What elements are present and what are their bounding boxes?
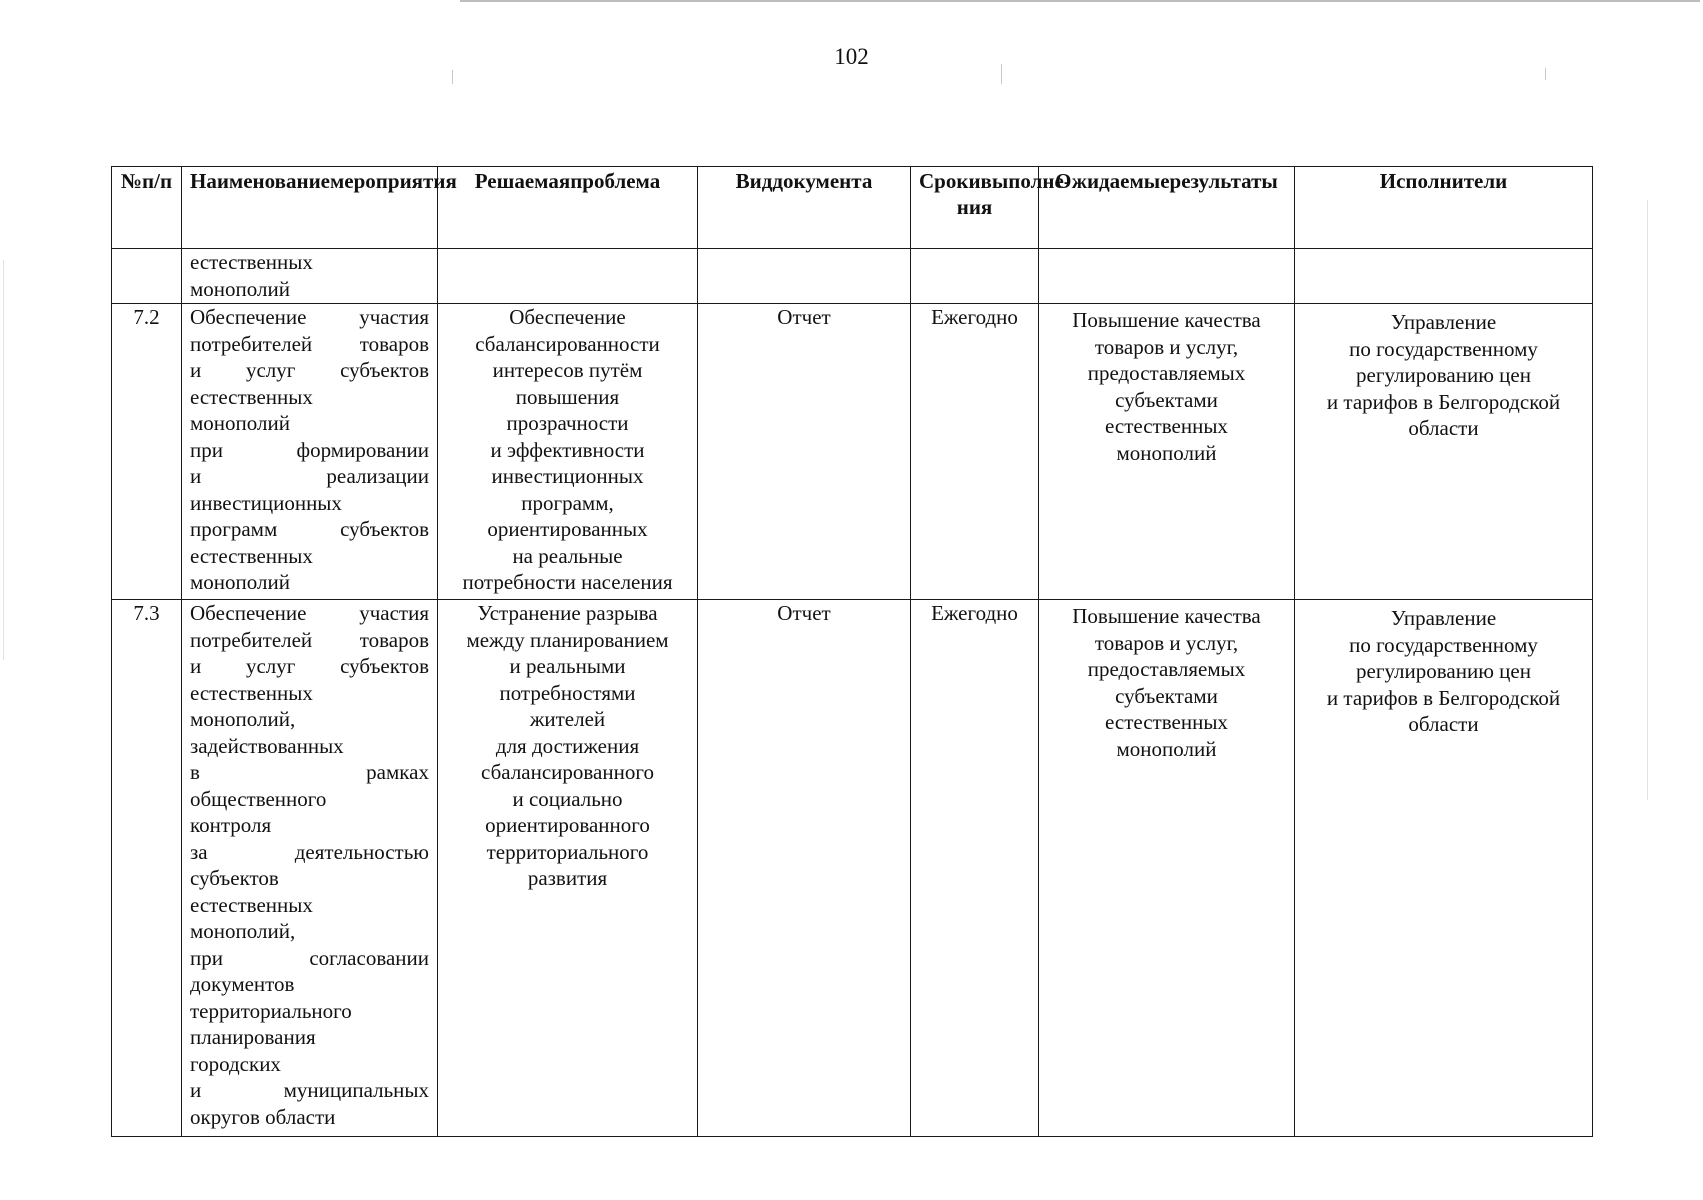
- measure-name-line: Обеспечение участия: [190, 305, 429, 329]
- text-line: Исполнители: [1379, 169, 1508, 193]
- text-line: Управление: [1390, 606, 1497, 630]
- measure-name: [182, 600, 438, 1137]
- scan-edge-line: [460, 0, 1700, 2]
- measure-name-line: естественных: [190, 680, 313, 705]
- text-line: по государственному: [1349, 336, 1538, 361]
- measure-name-line: потребителей товаров: [190, 331, 429, 356]
- measures-table: [111, 166, 1593, 1137]
- measure-name-line: при формировании: [190, 437, 429, 462]
- text-line: повышения: [515, 384, 620, 409]
- measure-name-line: монополий: [190, 276, 290, 301]
- text-line: между планированием: [466, 627, 669, 652]
- measure-name-line: и услуг субъектов: [190, 654, 429, 678]
- text-line: Вид: [735, 169, 773, 193]
- text-line: Сроки: [919, 169, 981, 193]
- measure-name-line: естественных: [190, 384, 313, 409]
- text-line: Решаемая: [474, 169, 571, 193]
- text-line: и тарифов в Белгородской: [1326, 685, 1561, 710]
- deadline: Ежегодно: [911, 304, 1039, 600]
- problem: [438, 600, 698, 1137]
- executors: [1295, 304, 1593, 600]
- table-row: [112, 600, 1593, 1137]
- header-expected-results: [1039, 167, 1295, 249]
- text-line: регулированию цен: [1356, 363, 1531, 387]
- header-problem: [438, 167, 698, 249]
- text-line: Наименование: [190, 169, 330, 193]
- measure-name-line: монополий: [190, 411, 290, 435]
- table-row: [112, 249, 1593, 304]
- header-document-type: [698, 167, 911, 249]
- text-line: естественных: [1105, 414, 1228, 438]
- header-measure-name: [182, 167, 457, 249]
- deadline: Ежегодно: [911, 600, 1039, 1137]
- text-line: Управление: [1390, 310, 1497, 334]
- expected-results: [1039, 249, 1295, 304]
- text-line: развития: [527, 866, 608, 890]
- text-line: п/п: [142, 169, 173, 193]
- text-line: регулированию цен: [1356, 659, 1531, 683]
- document-type: Отчет: [698, 600, 911, 1137]
- measure-name-line: программ субъектов: [190, 517, 429, 541]
- text-line: предоставляемых: [1087, 361, 1246, 385]
- measure-name-line: в рамках: [190, 760, 429, 784]
- text-line: жителей: [529, 707, 606, 731]
- text-line: территориального: [486, 839, 649, 864]
- text-line: результаты: [1169, 169, 1278, 193]
- measure-name-line: монополий,: [190, 919, 296, 943]
- text-line: Обеспечение: [509, 305, 626, 329]
- scan-speck: [1001, 64, 1002, 84]
- measure-name-line: и муниципальных: [190, 1078, 429, 1102]
- expected-results: [1039, 600, 1295, 1137]
- text-line: Ожидаемые: [1055, 169, 1170, 193]
- text-line: Повышение качества: [1072, 308, 1261, 332]
- text-line: предоставляемых: [1087, 657, 1246, 681]
- text-line: инвестиционных: [491, 464, 644, 488]
- text-line: №: [120, 169, 143, 193]
- text-line: программ,: [521, 490, 614, 515]
- text-line: на реальные: [512, 543, 623, 568]
- measure-name-line: округов области: [190, 1104, 336, 1129]
- table-row: [112, 304, 1593, 600]
- document-type: [698, 249, 911, 304]
- measure-name-line: инвестиционных: [190, 490, 342, 515]
- text-line: интересов путём: [492, 358, 643, 382]
- text-line: документа: [772, 169, 873, 193]
- measure-name-line: естественных: [190, 892, 313, 917]
- text-line: проблема: [570, 169, 661, 193]
- text-line: монополий: [1116, 736, 1217, 761]
- text-line: товаров и услуг,: [1094, 630, 1239, 655]
- text-line: ния: [956, 195, 993, 219]
- header-deadline: [911, 167, 1071, 249]
- measure-name: [182, 304, 438, 600]
- measure-name-line: при согласовании: [190, 945, 429, 970]
- measure-name-line: и услуг субъектов: [190, 358, 429, 382]
- page-number: 102: [834, 44, 869, 69]
- row-number: 7.3: [112, 600, 182, 1137]
- text-line: области: [1408, 416, 1479, 440]
- text-line: естественных: [1105, 710, 1228, 734]
- measure-name-line: задействованных: [190, 733, 344, 758]
- text-line: ориентированного: [485, 813, 650, 837]
- document-type: Отчет: [698, 304, 911, 600]
- measure-name-line: монополий,: [190, 707, 296, 731]
- measure-name-line: планирования: [190, 1025, 316, 1049]
- text-line: и реальными: [509, 654, 626, 678]
- problem: [438, 249, 698, 304]
- text-line: Повышение качества: [1072, 604, 1261, 628]
- header-number: [112, 167, 182, 249]
- row-number: [112, 249, 182, 304]
- text-line: субъектами: [1115, 387, 1218, 412]
- text-line: ориентированных: [487, 517, 648, 541]
- text-line: мероприятия: [330, 169, 457, 193]
- measure-name: [182, 249, 438, 304]
- measure-name-line: документов: [190, 972, 295, 996]
- executors: [1295, 600, 1593, 1137]
- scan-speck: [1545, 68, 1546, 80]
- scan-speck: [1647, 200, 1648, 800]
- text-line: монополий: [1116, 440, 1217, 465]
- measure-name-line: потребителей товаров: [190, 627, 429, 652]
- header-executors: [1295, 167, 1593, 249]
- measure-name-line: Обеспечение участия: [190, 601, 429, 625]
- measure-name-line: естественных: [190, 543, 313, 568]
- measure-name-line: общественного: [190, 786, 327, 811]
- measure-name-line: монополий: [190, 570, 290, 594]
- text-line: прозрачности: [506, 411, 629, 435]
- text-line: выполне-: [980, 169, 1071, 193]
- expected-results: [1039, 304, 1295, 600]
- text-line: потребностями: [499, 680, 636, 705]
- measure-name-line: субъектов: [190, 866, 279, 890]
- text-line: по государственному: [1349, 632, 1538, 657]
- text-line: области: [1408, 712, 1479, 736]
- text-line: и тарифов в Белгородской: [1326, 389, 1561, 414]
- text-line: сбалансированного: [481, 760, 654, 784]
- text-line: и эффективности: [490, 437, 645, 462]
- row-number: 7.2: [112, 304, 182, 600]
- text-line: товаров и услуг,: [1094, 334, 1239, 359]
- text-line: и социально: [512, 786, 623, 811]
- measure-name-line: и реализации: [190, 464, 429, 488]
- table-header-row: [112, 167, 1593, 249]
- measure-name-line: за деятельностью: [190, 839, 429, 864]
- text-line: для достижения: [495, 733, 640, 758]
- scan-speck: [452, 70, 453, 84]
- text-line: Устранение разрыва: [477, 601, 658, 625]
- problem: [438, 304, 698, 600]
- measure-name-line: естественных: [190, 250, 313, 274]
- executors: [1295, 249, 1593, 304]
- text-line: сбалансированности: [475, 331, 660, 356]
- measure-name-line: территориального: [190, 998, 352, 1023]
- text-line: потребности населения: [462, 570, 673, 594]
- measure-name-line: контроля: [190, 813, 272, 837]
- deadline: [911, 249, 1039, 304]
- text-line: субъектами: [1115, 683, 1218, 708]
- measure-name-line: городских: [190, 1051, 281, 1076]
- scan-speck: [3, 260, 4, 660]
